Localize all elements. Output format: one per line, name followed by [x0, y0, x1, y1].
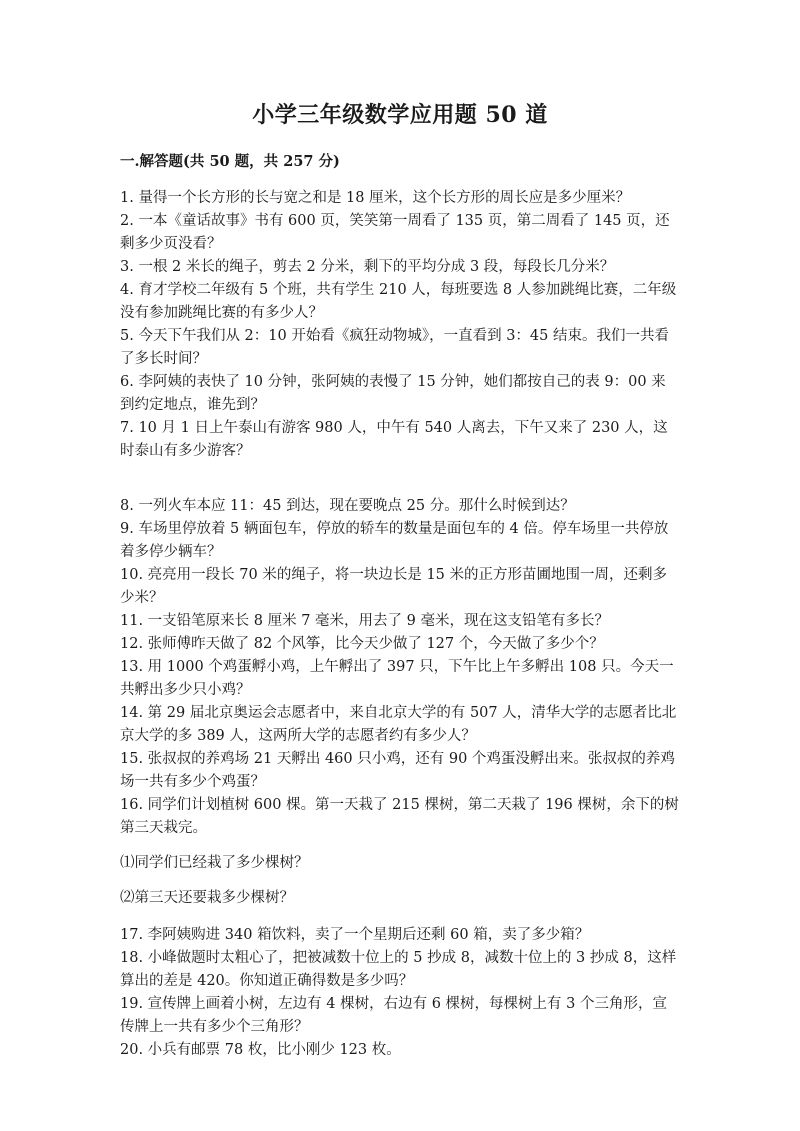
question-17: 17. 李阿姨购进 340 箱饮料，卖了一个星期后还剩 60 箱，卖了多少箱？	[120, 927, 590, 943]
section-heading: 一.解答题(共 50 题，共 257 分)	[120, 153, 340, 170]
question-4: 4. 育才学校二年级有 5 个班，共有学生 210 人，每班要选 8 人参加跳绳比赛，二年级没有参加跳绳比赛的有多少人？	[120, 282, 677, 321]
question-10: 10. 亮亮用一段长 70 米的绳子，将一块边长是 15 米的正方形苗圃地围一周，还剩多少米？	[120, 567, 668, 606]
question-18: 18. 小峰做题时太粗心了，把被减数十位上的 5 抄成 8，减数十位上的 3 抄成 8，这样算出的差是 420。你知道正确得数是多少吗？	[120, 950, 677, 989]
question-8: 8. 一列火车本应 11：45 到达，现在要晚点 25 分。那什么时候到达？	[120, 498, 575, 514]
question-19: 19. 宣传牌上画着小树，左边有 4 棵树，右边有 6 棵树，每棵树上有 3 个三角形，宣传牌上一共有多少个三角形？	[120, 996, 667, 1035]
question-1: 1. 量得一个长方形的长与宽之和是 18 厘米，这个长方形的周长应是多少厘米？	[120, 190, 631, 206]
question-block-1	[120, 187, 680, 463]
question-16: 16. 同学们计划植树 600 棵。第一天栽了 215 棵树，第二天栽了 196 棵树，余下的树第三天栽完。	[120, 797, 679, 836]
page-title: 小学三年级数学应用题 50 道	[252, 102, 548, 128]
sub-question-2: ⑵第三天还要栽多少棵树？	[120, 890, 294, 906]
sub-question-1: ⑴同学们已经栽了多少棵树？	[120, 855, 309, 871]
question-13: 13. 用 1000 个鸡蛋孵小鸡，上午孵出了 397 只，下午比上午多孵出 108 只。今天一共孵出多少只小鸡？	[120, 659, 674, 698]
question-2: 2. 一本《童话故事》书有 600 页，笑笑第一周看了 135 页，第二周看了 145 页，还剩多少页没看？	[120, 213, 670, 252]
question-12: 12. 张师傅昨天做了 82 个风筝，比今天少做了 127 个，今天做了多少个？	[120, 636, 604, 652]
question-3: 3. 一根 2 米长的绳子，剪去 2 分米，剩下的平均分成 3 段，每段长几分米？	[120, 259, 615, 275]
question-9: 9. 车场里停放着 5 辆面包车，停放的轿车的数量是面包车的 4 倍。停车场里一共停放着多停少辆车？	[120, 521, 669, 560]
question-14: 14. 第 29 届北京奥运会志愿者中，来自北京大学的有 507 人，清华大学的志愿者比北京大学的多 389 人，这两所大学的志愿者约有多少人？	[120, 705, 677, 744]
question-20: 20. 小兵有邮票 78 枚，比小刚少 123 枚。	[120, 1042, 401, 1058]
question-5: 5. 今天下午我们从 2：10 开始看《疯狂动物城》，一直看到 3：45 结束。我们一共看了多长时间？	[120, 328, 669, 367]
question-block-2	[120, 495, 680, 1062]
question-7: 7. 10 月 1 日上午泰山有游客 980 人，中午有 540 人离去，下午又来了 230 人，这时泰山有多少游客？	[120, 420, 668, 459]
question-11: 11. 一支铅笔原来长 8 厘米 7 毫米，用去了 9 毫米，现在这支铅笔有多长？	[120, 613, 609, 629]
question-block-3	[120, 924, 680, 1062]
question-15: 15. 张叔叔的养鸡场 21 天孵出 460 只小鸡，还有 90 个鸡蛋没孵出来。张叔叔的养鸡场一共有多少个鸡蛋？	[120, 751, 675, 790]
question-6: 6. 李阿姨的表快了 10 分钟，张阿姨的表慢了 15 分钟，她们都按自己的表 9：00 来到约定地点，谁先到？	[120, 374, 666, 413]
